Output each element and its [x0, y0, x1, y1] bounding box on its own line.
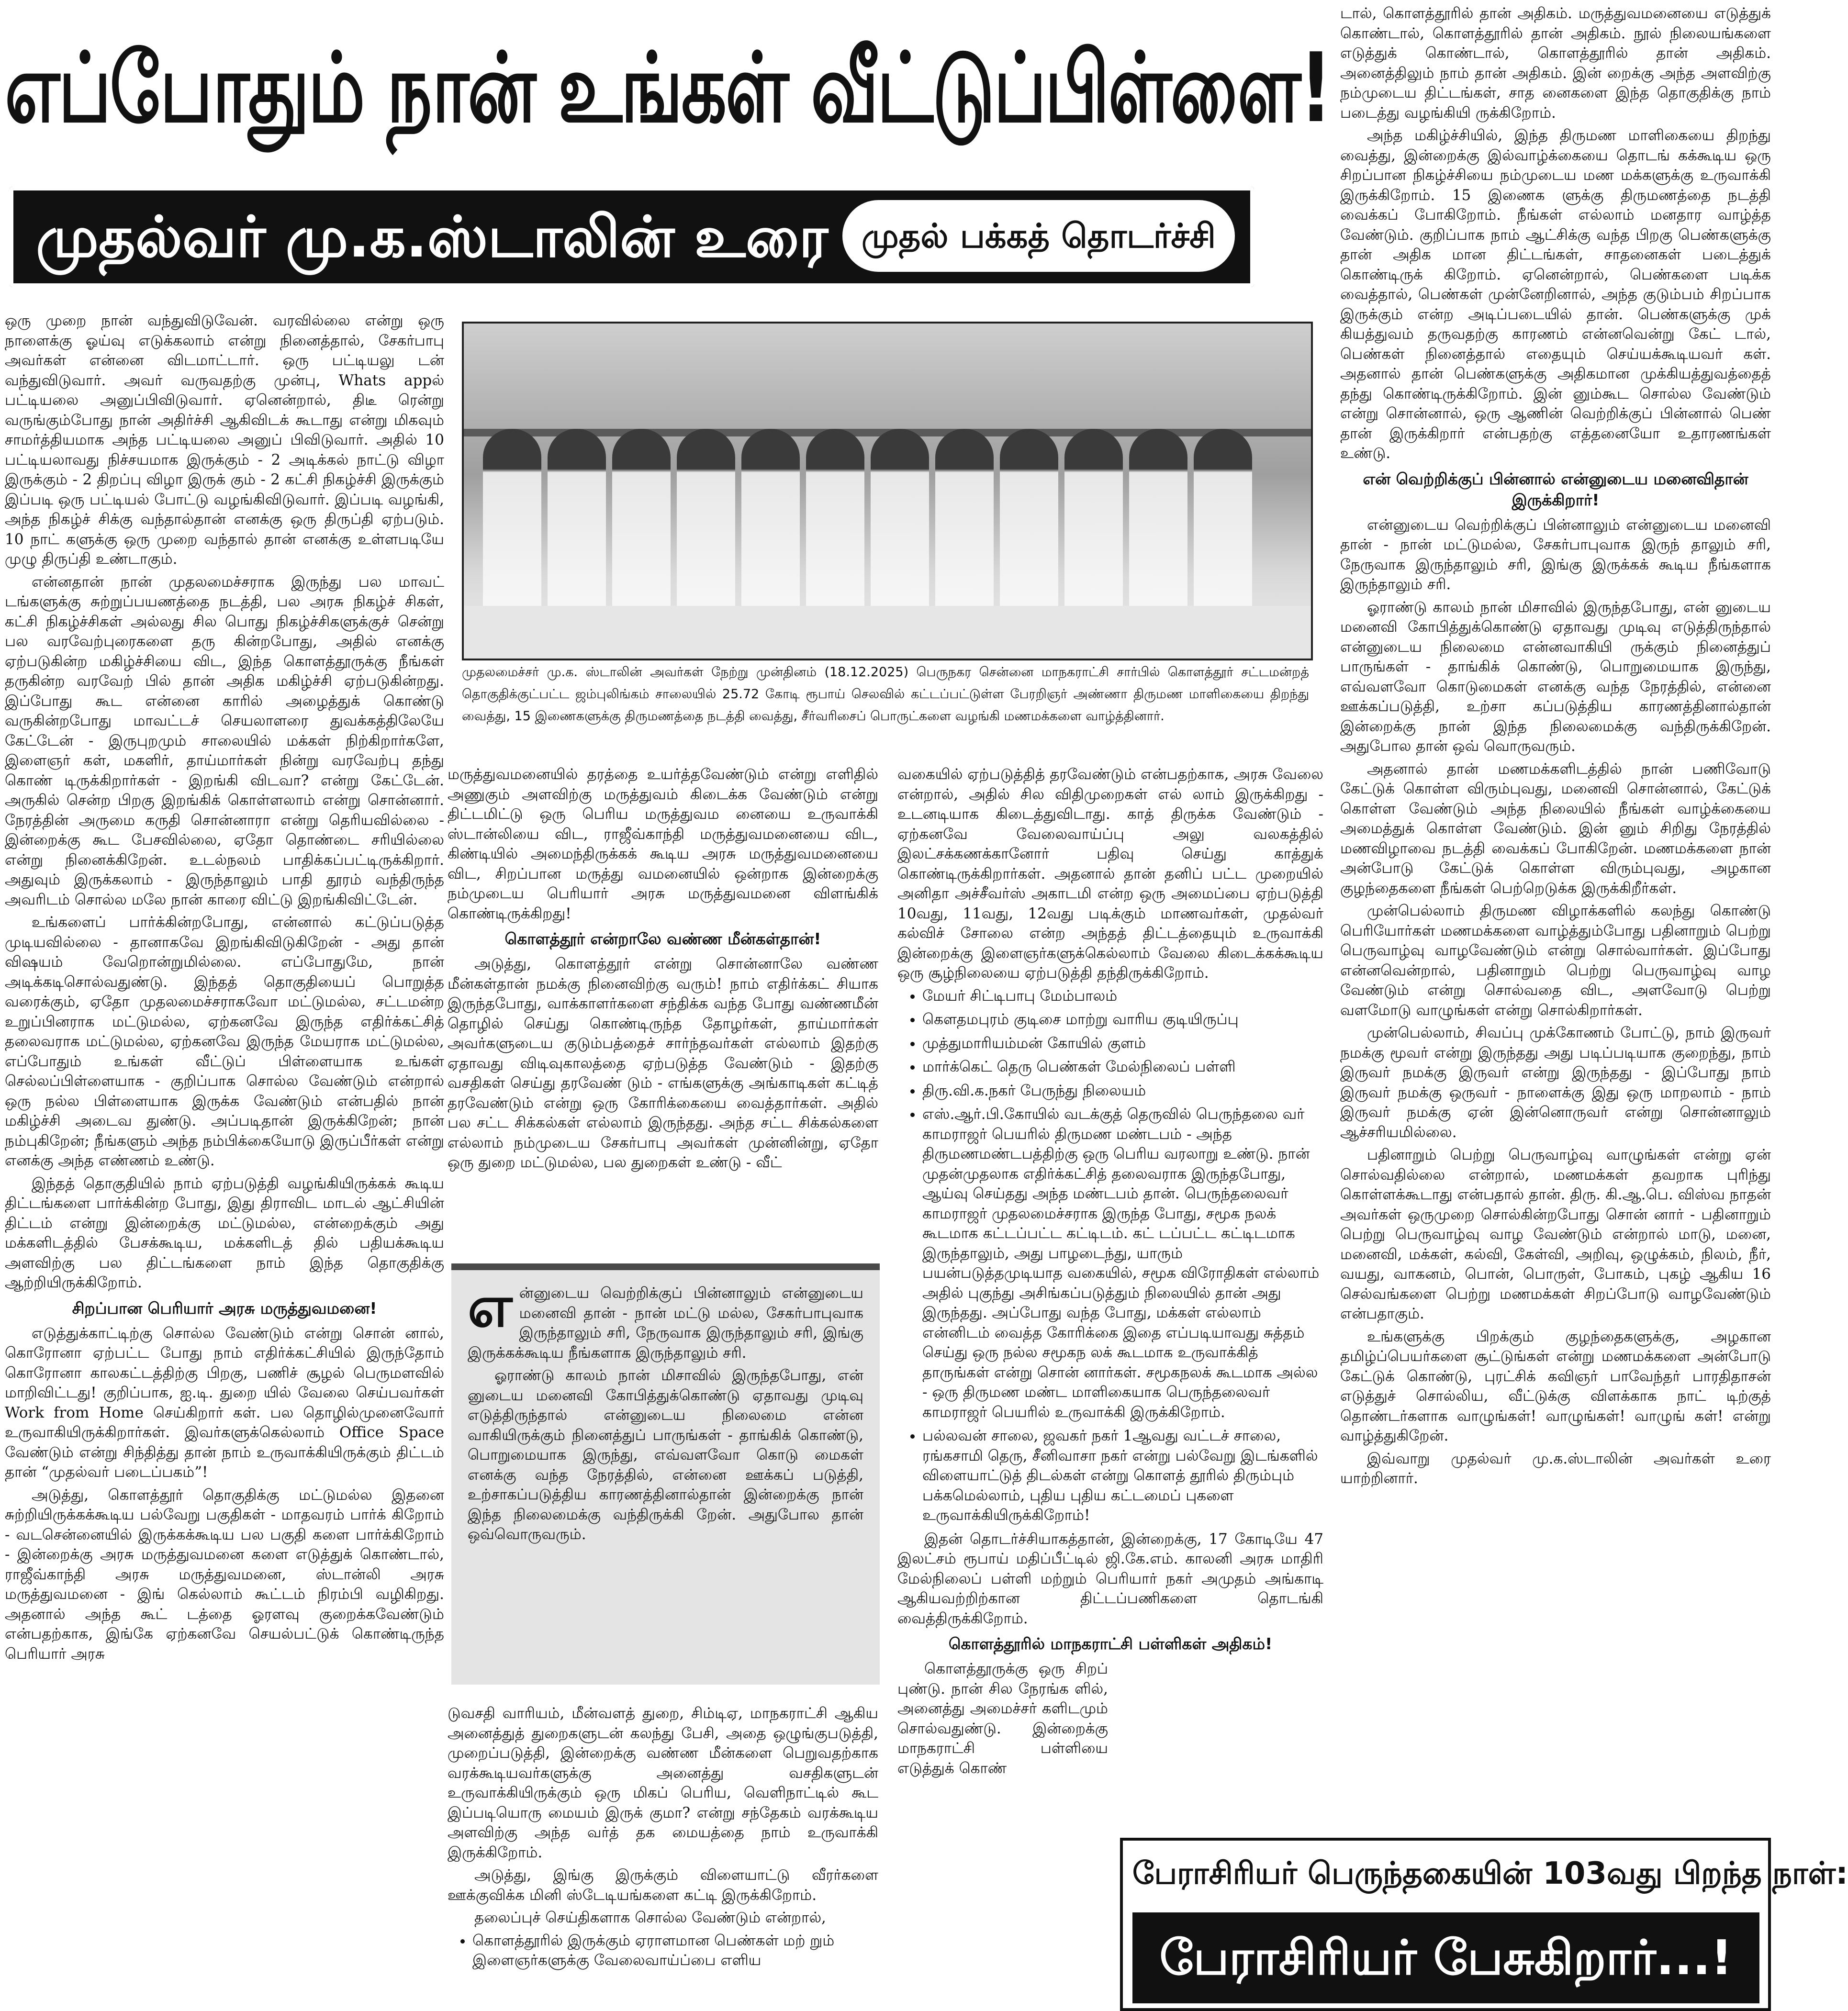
article-column-2-continued: [448, 1704, 878, 2011]
promo-title: பேராசிரியர் பேசுகிறார்...!: [1132, 1912, 1759, 2003]
paragraph: பதினாறும் பெற்று பெருவாழ்வு வாழுங்கள் என்று ஏன் சொல்வதில்லை என்றால், மணமக்கள் தவறாக புரிந்து கொள்ளக்கூடாது என்பதால் தான். திரு. கி.ஆ.பெ. விஸ்வ நாதன் அவர்கள் ஒருமுறை சொல்கின்றபோது சொன் னார் - பதினாறும் பெற்று பெருவாழ்வு வாழ வேண்டும் என்றால் மாடு, மனை, மனைவி, மக்கள், கல்வி, கேள்வி, அறிவு, ஒழுக்கம், நிலம், நீர், வயது, வாகனம், பொன், பொருள், போகம், புகழ் ஆகிய 16 செல்வங்களை பெற்று மணமக்கள் சிறப்போடு வாழவேண்டும் என்பதாகும்.: [1340, 1146, 1771, 1322]
paragraph: உங்களுக்கு பிறக்கும் குழந்தைகளுக்கு, அழகான தமிழ்ப்பெயர்களை சூட்டுங்கள் என்று மணமக்களை அன்போடு கேட்டுக் கொண்டு, புரட்சிக் கவிஞர் பாவேந்தர் பாரதிதாசன் எடுத்துச் சொல்லிய, வீட்டுக்கு விளக்காக நாட் டிற்குத் தொண்டர்களாக வாழுங்கள்! வாழுங்கள்! வாழுங் கள்! என்று வாழ்த்துகிறேன்.: [1340, 1328, 1771, 1444]
paragraph: ஓராண்டு காலம் நான் மிசாவில் இருந்தபோது, என் னுடைய மனைவி கோபித்துக்கொண்டு ஏதாவது முடிவு எடுத்திருந்தால் என்னுடைய நிலைமை என்னவாகியி ருக்கும் நினைத்துப் பாருங்கள் - தாங்கிக் கொண்டு, பொறுமையாக இருந்து, எவ்வளவோ கொடுமைகள் எனக்கு வந்த நேரத்தில், என்னை ஊக்கப்படுத்தி, உற்சா கப்படுத்திய காரணத்தினால்தான் இன்றைக்கு நான் இந்த நிலைமைக்கு வந்திருக்கிறேன். அதுபோல தான் ஒவ் வொருவரும்.: [1340, 598, 1771, 755]
list-item: • மார்க்கெட் தெரு பெண்கள் மேல்நிலைப் பள்ளி: [922, 1057, 1323, 1077]
page-headline: எப்போதும் நான் உங்கள் வீட்டுப்பிள்ளை!: [5, 33, 1331, 144]
list-item: • எஸ்.ஆர்.பி.கோயில் வடக்குத் தெருவில் பெருந்தலை வர் காமராஜர் பெயரில் திருமண மண்டபம் - அந்த திருமணமண்டபத்திற்கு ஒரு பெரிய வரலாறு உண்டு. நான் முதன்முதலாக எதிர்க்கட்சித் தலைவராக இருந்தபோது, ஆய்வு செய்தது அந்த மண்டபம் தான். பெருந்தலைவர் காமராஜர் முதலமைச்சராக இருந்த போது, சமூக நலக் கூடமாக கட்டப்பட்ட கட்டிடம். கட் டப்பட்ட கட்டிடமாக இருந்தாலும், அது பாழடைந்து, யாரும் பயன்படுத்தமுடியாத வகையில், சமூக விரோதிகள் எல்லாம் அதில் புகுந்து அசிங்கப்படுத்தும் நிலையில் தான் அது இருந்தது. அப்போது வந்த போது, மக்கள் எல்லாம் என்னிடம் வைத்த கோரிக்கை இதை எப்படியாவது சுத்தம் செய்து ஒரு நல்ல சமூகந லக் கூடமாக உருவாக்கித் தாருங்கள் என்று சொன் னார்கள். சமூகநலக் கூடமாக அல்ல - ஒரு திருமண மண்ட மாளிகையாக பெருந்தலைவர் காமராஜர் பெயரில் உருவாக்கி இருக்கிறோம்.: [922, 1105, 1323, 1422]
paragraph: கொளத்தூருக்கு ஒரு சிறப் புண்டு. நான் சில நேரங்க ளில், அனைத்து அமைச்சர் களிடமும் சொல்வதுண்டு. இன்றைக்கு மாநகராட்சி பள்ளியை எடுத்துக் கொண்: [897, 1660, 1108, 1777]
paragraph: இதன் தொடர்ச்சியாகத்தான், இன்றைக்கு, 17 கோடியே 47 இலட்சம் ரூபாய் மதிப்பீட்டில் ஜி.கே.எம். காலனி அரசு மாதிரி மேல்நிலைப் பள்ளி மற்றும் பெரியார் நகர் அமுதம் அங்காடி ஆகியவற்றிற்கான திட்டப்பணிகளை தொடங்கி வைத்திருக்கிறோம்.: [897, 1530, 1323, 1627]
photo-figure: [1000, 429, 1058, 611]
paragraph: அடுத்து, கொளத்தூர் என்று சொன்னாலே வண்ண மீன்கள்தான் நமக்கு நினைவிற்கு வரும்! நாம் எதிர்க்கட் சியாக இருந்தபோது, வாக்காளர்களை சந்திக்க வந்த போது வண்ணமீன் தொழில் செய்து கொண்டிருந்த தோழர்கள், தாய்மார்கள் அவர்களுடைய குடும்பத்தைச் சார்ந்தவர்கள் எல்லாம் இதற்கு ஏதாவது விடிவுகாலத்தை ஏற்படுத்த வேண்டும் - இதற்கு வசதிகள் செய்து தரவேண் டும் - எங்களுக்கு அங்காடிகள் கட்டித் தரவேண்டும் என்று ஒரு கோரிக்கையை வைத்தார்கள். அதில் பல சட்ட சிக்கல்கள் எல்லாம் இருந்தது. அந்த சட்ட சிக்கல்களை எல்லாம் நம்முடைய சேகர்பாபு அவர்கள் முன்னின்று, ஏதோ ஒரு துறை மட்டுமல்ல, பல துறைகள் உண்டு - வீட்: [448, 955, 878, 1171]
photo-figure: [548, 429, 606, 611]
birthday-promo-box: [1120, 1838, 1848, 2011]
list-item: • திரு.வி.க.நகர் பேருந்து நிலையம்: [922, 1081, 1323, 1101]
article-column-2: [448, 765, 878, 1258]
paragraph: என்னுடைய வெற்றிக்குப் பின்னாலும் என்னுடைய மனைவி தான் - நான் மட்டுமல்ல, சேகர்பாபுவாக இருந் தாலும் சரி, நேருவாக இருந்தாலும் சரி, இங்கு இருக்கக் கூடிய நீங்களாக இருந்தாலும் சரி.: [1340, 516, 1771, 593]
paragraph: டால், கொளத்தூரில் தான் அதிகம். மருத்துவமனையை எடுத்துக் கொண்டால், கொளத்தூரில் தான் அதிகம். நூல் நிலையங்களை எடுத்துக் கொண்டால், கொளத்தூரில் தான் அதிகம். அனைத்திலும் நாம் தான் அதிகம். இன் றைக்கு அந்த அளவிற்கு நம்முடைய திட்டங்கள், சாத னைகளை இந்த தொகுதிக்கு நாம் படைத்து வழங்கியி ருக்கிறோம்.: [1340, 5, 1771, 122]
list-item: • கொளத்தூரில் இருக்கும் ஏராளமான பெண்கள் மற் றும் இளைஞர்களுக்கு வேலைவாய்ப்பை எளிய: [472, 1931, 878, 1971]
article-column-3: [897, 765, 1323, 2011]
paragraph: என்னதான் நான் முதலமைச்சராக இருந்து பல மாவட் டங்களுக்கு சுற்றுப்பயணத்தை நடத்தி, பல அரசு நிகழ்ச் சிகள், கட்சி நிகழ்ச்சிகள் அல்லது சில பொது நிகழ்ச்சிகளுக்குச் சென்று பல வரவேற்புரைகளை தரு கின்றபோது, அதில் எனக்கு ஏற்படுகின்ற மகிழ்ச்சியை விட, இந்த கொளத்தூருக்கு நீங்கள் தருகின்ற வரவேற் பில் தான் அதிக மகிழ்ச்சி ஏற்படுகின்றது. இப்போது கூட என்னை காரில் அழைத்துக் கொண்டு வருகின்றபோது மாவட்டச் செயலாளரை துவக்கத்திலேயே கேட்டேன் - இருபுறமும் சாலையில் மக்கள் நிற்கிறார்களே, இளைஞர் கள், மகளிர், தாய்மார்கள் நின்று வரவேற்பு தந்து கொண் டிருக்கிறார்கள் - இறங்கி விடவா? என்று கேட்டேன். அருகில் சென்ற பிறகு இறங்கிக் கொள்ளலாம் என்று சொன்னார். நேரத்தின் அருமை கருதி சொன்னாரா என்று தெரியவில்லை - இன்றைக்கு கூட பேசவில்லை, ஏதோ தொண்டை சரியில்லை என்று நினைக்கிறேன். உடல்நலம் பாதிக்கப்பட்டிருக்கிறார். அதுவும் இருக்கலாம் - இருந்தாலும் பாதி தூரம் வந்திருந்த அவரிடம் சொல்ல மலே நான் காரை விட்டு இறங்கிவிட்டேன்.: [5, 573, 444, 908]
paragraph: உங்களைப் பார்க்கின்றபோது, என்னால் கட்டுப்படுத்த முடியவில்லை - தானாகவே இறங்கிவிடுகிறேன் - அது தான் விஷயம் வேறொன்றுமில்லை. எப்போதுமே, நான் அடிக்கடிசொல்வதுண்டு. இந்தத் தொகுதியைப் பொறுத்த வரைக்கும், ஏதோ முதலமைச்சராகவோ மட்டுமல்ல, சட்டமன்ற உறுப்பினராக மட்டுமல்ல, ஏற்கனவே இருந்த எதிர்க்கட்சித் தலைவராக மட்டுமல்ல, ஏற்கனவே இருந்த மேயராக மட்டுமல்ல, எப்போதும் உங்கள் வீட்டுப் பிள்ளையாக உங்கள் செல்லப்பிள்ளையாக - குறிப்பாக சொல்ல வேண்டும் என்றால் ஒரு நல்ல பிள்ளையாக இருக்க வேண்டும் என்பதில் நான் மகிழ்ச்சி அடைவ துண்டு. அப்படிதான் இருக்கிறேன்; நான் நம்புகிறேன்; நீங்களும் அந்த நம்பிக்கையோடு இருப்பீர்கள் என்று எனக்கு அந்த எண்ணம் உண்டு.: [5, 914, 444, 1169]
paragraph: அடுத்து, இங்கு இருக்கும் விளையாட்டு வீரர்களை ஊக்குவிக்க மினி ஸ்டேடியங்களை கட்டி இருக்கிறோம்.: [448, 1866, 878, 1904]
paragraph: முன்பெல்லாம் திருமண விழாக்களில் கலந்து கொண்டு பெரியோர்கள் மணமக்களை வாழ்த்தும்போது பதினாறும் பெற்று பெருவாழ்வு வாழவேண்டும் என்று சொல்வார்கள். இப்போது என்னவென்றால், பதினாறும் பெற்று பெருவாழ்வு வாழ வேண்டும் என்று சொல்வதை விட, அளவோடு பெற்று வளமோடு வாழுங்கள் என்று சொல்கிறார்கள்.: [1340, 902, 1771, 1019]
photo-figure: [677, 429, 735, 611]
paragraph: மருத்துவமனையில் தரத்தை உயர்த்தவேண்டும் என்று எளிதில் அணுகும் அளவிற்கு மருத்துவம் கிடைக்க வேண்டும் என்று திட்டமிட்டு ஒரு பெரிய மருத்துவம னையை உருவாக்கி ஸ்டான்லியை விட, ராஜீவ்காந்தி மருத்துவமனையை விட, கிண்டியில் அமைந்திருக்கக் கூடிய அரசு மருத்துவமனையை விட, சிறப்பான மருத்து வமனையில் ஒன்றாக இன்றைக்கு நம்முடைய பெரியார் அரசு மருத்துவமனை விளங்கிக் கொண்டிருக்கிறது!: [448, 766, 878, 922]
speech-banner: [10, 187, 1254, 287]
photo-figure: [1194, 429, 1252, 611]
wedding-photo: [462, 322, 1313, 660]
section-subheading: கொளத்தூரில் மாநகராட்சி பள்ளிகள் அதிகம்!: [948, 1634, 1273, 1653]
list-item: • முத்துமாரியம்மன் கோயில் குளம்: [922, 1034, 1323, 1054]
photo-figure: [806, 429, 864, 611]
drop-cap: எ: [468, 1274, 513, 1340]
project-list: [897, 986, 1323, 1526]
article-column-1: [5, 311, 444, 2011]
paragraph: தலைப்புச் செய்திகளாக சொல்ல வேண்டும் என்றால்,: [474, 1909, 826, 1926]
section-subheading: சிறப்பான பெரியார் அரசு மருத்துவமனை!: [72, 1298, 377, 1318]
section-subheading: கொளத்தூர் என்றாலே வண்ண மீன்கள்தான்!: [504, 929, 821, 948]
headline-list: [448, 1931, 878, 1971]
paragraph: இவ்வாறு முதல்வர் மு.க.ஸ்டாலின் அவர்கள் உரை யாற்றினார்.: [1340, 1450, 1771, 1487]
paragraph: டுவசதி வாரியம், மீன்வளத் துறை, சிம்டிஏ, மாநகராட்சி ஆகிய அனைத்துத் துறைகளுடன் கலந்து பேசி, அதை ஒழுங்குபடுத்தி, முறைப்படுத்தி, இன்றைக்கு வண்ண மீன்களை பெறுவதற்காக வரக்கூடியவர்களுக்கு அனைத்து வசதிகளுடன் உருவாக்கியிருக்கும் ஒரு மிகப் பெரிய, வெளிநாட்டில் கூட இப்படியொரு மையம் இருக் குமா? என்று சந்தேகம் வரக்கூடிய அளவிற்கு அந்த வர்த் தக மையத்தை நாம் உருவாக்கி இருக்கிறோம்.: [448, 1705, 878, 1861]
photo-caption: [462, 661, 1309, 750]
paragraph: அந்த மகிழ்ச்சியில், இந்த திருமண மாளிகையை திறந்து வைத்து, இன்றைக்கு இல்வாழ்க்கையை தொடங் கக்கூடிய ஒரு சிறப்பான நிகழ்ச்சியை நம்முடைய மண மக்களுக்கு உருவாக்கி இருக்கிறோம். 15 இணைக ளுக்கு திருமணத்தை நடத்தி வைக்கப் போகிறோம். நீங்கள் எல்லாம் மனதார வாழ்த்த வேண்டும். குறிப்பாக நாம் ஆட்சிக்கு வந்த பிறகு பெண்களுக்கு தான் அதிக மான திட்டங்கள், சாதனைகள் படைத்துக் கொண்டிருக் கிறோம். ஏனென்றால், பெண்களை படிக்க வைத்தால், பெண்கள் முன்னேறினால், அந்த குடும்பம் சிறப்பாக இருக்கும் என்ற அடிப்படையில் தான். பெண்களுக்கு முக் கியத்துவம் தருவதற்கு காரணம் என்னவென்று கேட் டால், பெண்கள் நினைத்தால் எதையும் செய்யக்கூடியவர் கள். அதனால் தான் பெண்களுக்கு அதிகமான முக்கியத்துவத்தைத் தந்து கொண்டிருக்கிறோம். இன் னும்கூட சொல்ல வேண்டும் என்று சொன்னால், ஒரு ஆணின் வெற்றிக்குப் பின்னால் பெண் தான் இருக்கிறார் என்பதற்கு எத்தனையோ உதாரணங்கள் உண்டு.: [1340, 127, 1771, 462]
paragraph: வகையில் ஏற்படுத்தித் தரவேண்டும் என்பதற்காக, அரசு வேலை என்றால், அதில் சில விதிமுறைகள் எல் லாம் இருக்கிறது - உடனடியாக கிடைத்துவிடாது. காத் திருக்க வேண்டும் - ஏற்கனவே வேலைவாய்ப்பு அலு வலகத்தில் இலட்சக்கணக்கானோர் பதிவு செய்து காத்துக் கொண்டிருக்கிறார்கள். அதனால் தான் தனிப் பட்ட முறையில் அனிதா அச்சீவர்ஸ் அகாடமி என்ற ஒரு அமைப்பை ஏற்படுத்தி 10வது, 11வது, 12வது படிக்கும் மாணவர்கள், முதல்வர் கல்விச் சோலை என்ற அந்தத் திட்டத்தையும் உருவாக்கி இன்றைக்கு இளைஞர்களுக்கெல்லாம் வேலை கிடைக்கக்கூடிய ஒரு சூழ்நிலையை ஏற்படுத்தி தந்திருக்கிறோம்.: [897, 766, 1323, 982]
paragraph: எடுத்துக்காட்டிற்கு சொல்ல வேண்டும் என்று சொன் னால், கொரோனா ஏற்பட்ட போது நாம் எதிர்க்கட்சியில் இருந்தோம் கொரோனா காலகட்டத்திற்கு பிறகு, பணிச் சூழல் பெருமளவில் மாறிவிட்டது! குறிப்பாக, ஐ.டி. துறை யில் வேலை செய்பவர்கள் Work from Home செய்கிறார் கள். பல தொழில்முனைவோர் உருவாகியிருக்கிறார்கள். இவர்களுக்கெல்லாம் Office Space வேண்டும் என்று சிந்தித்து தான் நாம் உருவாக்கியிருக்கும் திட்டம் தான் “முதல்வர் படைப்பகம்”!: [5, 1324, 444, 1481]
section-subheading: என் வெற்றிக்குப் பின்னால் என்னுடைய மனைவிதான் இருக்கிறார்!: [1363, 469, 1748, 509]
continuation-label: முதல் பக்கத் தொடர்ச்சி: [842, 200, 1235, 272]
paragraph: அதனால் தான் மணமக்களிடத்தில் நான் பணிவோடு கேட்டுக் கொள்ள விரும்புவது, மனைவி சொன்னால், கேட்டுக் கொள்ள வேண்டும் அந்த நிலையில் நீங்கள் வாழ்க்கையை அமைத்துக் கொள்ள வேண்டும். இன் னும் சிறிது நேரத்தில் மணவிழாவை நடத்தி வைக்கப் போகிறேன். மணமக்களை நான் அன்போடு கேட்டுக் கொள்ள விரும்புவது, அழகான குழந்தைகளை நீங்கள் பெற்றெடுக்க இருக்கிறீர்கள்.: [1340, 760, 1771, 897]
list-item: • மேயர் சிட்டிபாபு மேம்பாலம்: [922, 986, 1323, 1006]
photo-figure: [612, 429, 671, 611]
paragraph: இந்தத் தொகுதியில் நாம் ஏற்படுத்தி வழங்கியிருக்கக் கூடிய திட்டங்களை பார்க்கின்ற போது, இது திராவிட மாடல் ஆட்சியின் திட்டம் என்று இன்றைக்கு மட்டுமல்ல, என்றைக்கும் அது மக்களிடத்தில் பேசக்கூடிய, மக்களிடத் தில் பதியக்கூடிய அளவிற்கு பல திட்டங்களை நாம் இந்த தொகுதிக்கு ஆற்றியிருக்கிறோம்.: [5, 1174, 444, 1291]
paragraph: முன்பெல்லாம், சிவப்பு முக்கோணம் போட்டு, நாம் இருவர் நமக்கு மூவர் என்று இருந்தது அது படிப்படியாக குறைந்து, நாம் இருவர் நமக்கு இருவர் என்று இருந்தது - இப்போது நாம் இருவர் நமக்கு ஒருவர் - நாளைக்கு இது ஒரு மாறலாம் - நாம் இருவர் நமக்கு ஏன் இன்னொருவர் என்று சொன்னாலும் ஆச்சரியமில்லை.: [1340, 1024, 1771, 1141]
photo-figure: [871, 429, 929, 611]
photo-figure: [935, 429, 994, 611]
pull-quote-text: ஓராண்டு காலம் நான் மிசாவில் இருந்தபோது, என் னுடைய மனைவி கோபித்துக்கொண்டு ஏதாவது முடிவு எடுத்திருந்தால் என்னுடைய நிலைமை என்ன வாகியிருக்கும் நினைத்துப் பாருங்கள் - தாங்கிக் கொண்டு, பொறுமையாக இருந்து, எவ்வளவோ கொடு மைகள் எனக்கு வந்த நேரத்தில், என்னை ஊக்கப் படுத்தி, உற்சாகப்படுத்திய காரணத்தினால்தான் இன்றைக்கு நான் இந்த நிலைமைக்கு வந்திருக்கி றேன். அதுபோல தான் ஒவ்வொருவரும்.: [468, 1367, 863, 1543]
caption-text: முதலமைச்சர் மு.க. ஸ்டாலின் அவர்கள் நேற்று முன்தினம் (18.12.2025) பெருநகர சென்னை மாநகராட்சி சார்பில் கொளத்தூர் சட்டமன்றத் தொகுதிக்குட்பட்ட ஜம்புலிங்கம் சாலையில் 25.72 கோடி ரூபாய் செலவில் கட்டப்பட்டுள்ள பேரறிஞர் அண்ணா திருமண மாளிகையை திறந்து வைத்து, 15 இணைகளுக்கு திருமணத்தை நடத்தி வைத்து, சீர்வரிசைப் பொருட்களை வழங்கி மணமக்களை வாழ்த்தினார்.: [462, 665, 1309, 724]
article-column-4: [1340, 4, 1771, 1827]
paragraph: ஒரு முறை நான் வந்துவிடுவேன். வரவில்லை என்று ஒரு நாளைக்கு ஓய்வு எடுக்கலாம் என்று நினைத்தால், சேகர்பாபு அவர்கள் என்னை விடமாட்டார். ஒரு பட்டியலு டன் வந்துவிடுவார். அவர் வருவதற்கு முன்பு, Whats appல் பட்டியலை அனுப்பிவிடுவார். ஏனென்றால், திடீ ரென்று வருங்கும்போது நான் அதிர்ச்சி ஆகிவிடக் கூடாது என்று மிகவும் சாமர்த்தியமாக அந்த பட்டியலை அனுப் பிவிடுவார். அதில் 10 பட்டியலாவது நிச்சயமாக இருக்கும் - 2 அடிக்கல் நாட்டு விழா இருக்கும் - 2 திறப்பு விழா இருக் கும் - 2 கட்சி நிகழ்ச்சி இருக்கும் இப்படி ஒரு பட்டியல் போட்டு வழங்கிவிடுவார். இப்படி வழங்கி, அந்த நிகழ்ச் சிக்கு வந்தால்தான் எனக்கு ஒரு திருப்தி ஏற்படும். 10 நாட் களுக்கு ஒரு முறை வந்தால் தான் எனக்கு உள்ளபடியே முழு திருப்தி உண்டாகும்.: [5, 312, 444, 568]
list-item: • கௌதமபுரம் குடிசை மாற்று வாரிய குடியிருப்பு: [922, 1010, 1323, 1030]
photo-figure: [741, 429, 800, 611]
pull-quote-box: [451, 1263, 880, 1685]
list-item: • பல்லவன் சாலை, ஜவகர் நகர் 1ஆவது வட்டச் சாலை, ரங்கசாமி தெரு, சீனிவாசா நகர் என்று பல்வேறு இடங்களில் விளையாட்டுத் திடல்கள் என்று கொளத் தூரில் திரும்பும் பக்கமெல்லாம், புதிய புதிய கட்டமைப் புகளை உருவாக்கியிருக்கிறோம்!: [922, 1426, 1323, 1526]
promo-heading: பேராசிரியர் பெருந்தகையின் 103வது பிறந்த நாள்:: [1132, 1856, 1848, 1891]
paragraph: அடுத்து, கொளத்தூர் தொகுதிக்கு மட்டுமல்ல இதனை சுற்றியிருக்கக்கூடிய பல்வேறு பகுதிகள் - மாதவரம் பார்க் கிறோம் - வடசென்னையில் இருக்கக்கூடிய பல பகுதி களை பார்க்கிறோம் - இன்றைக்கு அரசு மருத்துவமனை களை எடுத்துக் கொண்டால், ராஜீவ்காந்தி அரசு மருத்துவமனை, ஸ்டான்லி அரசு மருத்துவமனை - இங் கெல்லாம் கூட்டம் நிரம்பி வழிகிறது. அதனால் அந்த கூட் டத்தை ஓரளவு குறைக்கவேண்டும் என்பதற்காக, இங்கே ஏற்கனவே செயல்பட்டுக் கொண்டிருந்த பெரியார் அரசு: [5, 1486, 444, 1663]
photo-floor: [464, 606, 1311, 659]
pull-quote-text: ன்னுடைய வெற்றிக்குப் பின்னாலும் என்னுடைய மனைவி தான் - நான் மட்டு மல்ல, சேகர்பாபுவாக இருந்தாலும் சரி, நேருவாக இருந்தாலும் சரி, இங்கு இருக்கக்கூடிய நீங்களாக இருந்தாலும் சரி.: [468, 1285, 863, 1362]
photo-figure: [1129, 429, 1187, 611]
banner-title: முதல்வர் மு.க.ஸ்டாலின் உரை: [36, 204, 829, 270]
photo-figure: [1064, 429, 1123, 611]
photo-figure: [483, 429, 541, 611]
